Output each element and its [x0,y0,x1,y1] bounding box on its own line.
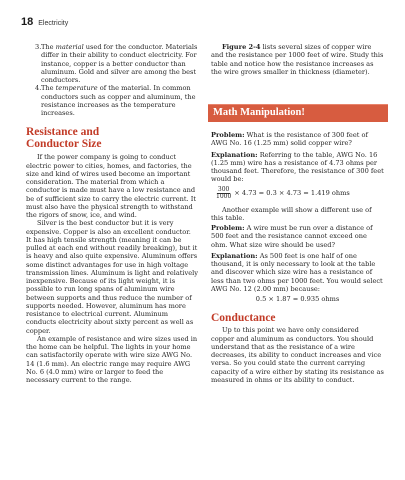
right-column [211,43,384,76]
page-number: 18 [21,16,34,28]
figure-intro-text: lists several sizes of copper wire and the resistance per 1000 feet of wire. Study this table and notice how the resistance increases as the wire grows smaller in thickness (diameter). [211,43,384,76]
factor-list [26,43,198,117]
problem-text: What is the resistance of 300 feet of AWG No. 16 (1.25 mm) solid copper wire? [211,131,368,148]
fraction [216,187,231,201]
body-paragraph: Silver is the best conductor but it is very expensive. Copper is also an excellent conductor. It has high tensile strength (meaning it can be pulled at each end without readily breaking), but it is heavy and also quite expensive. Aluminum offers some distinct advantages for use in high voltage transmission lines. Aluminum is light and relatively inexpensive. Because of its light weight, it is possible to run long spans of aluminum wire between supports and thus reduce the number of supports needed. However, aluminum has more resistance to electrical current. Aluminum conducts electricity about sixty percent as well as copper. [26,219,199,335]
list-text: of the material. In common conductors such as copper and aluminum, the resistance increases as the temperature increases. [41,84,196,117]
problem-label: Problem: [211,131,245,139]
problem-paragraph [211,131,384,148]
explanation-text: As 500 feet is one half of one thousand, it is only necessary to look at the table and discover which size wire has a resistance of less than two ohms per 1000 feet. You would select AWG No. 12 (2.00 mm) because: [211,251,383,293]
heading-line: Resistance and [26,126,100,139]
fraction-numerator: 300 [217,185,230,193]
explanation-paragraph [211,252,384,293]
list-text: The [41,84,56,93]
body-paragraph: If the power company is going to conduct electric power to cities, homes, and factories, the size and kind of wires used become an important consideration. The material from which a conductor is made must have a low resistance and be of sufficient size to carry the electric current. It must also have the physical strength to withstand the rigors of snow, ice, and wind. [26,153,196,219]
list-text: used for the conductor. Materials differ in their ability to conduct electricity. For instance, copper is a better conductor than aluminum. Gold and silver are among the best conductors. [41,43,198,84]
explanation-text: Referring to the table, AWG No. 16 (1.25 mm) wire has a resistance of 4.73 ohms per thousand feet. Therefore, the resistance of 300 feet would be: [211,150,384,184]
running-header [21,16,68,28]
math-manipulation-banner [208,104,388,122]
problem-paragraph [211,224,384,249]
problem-text: A wire must be run over a distance of 500 feet and the resistance cannot exceed one ohm. What size wire should be used? [211,224,373,249]
body-paragraph: An example of resistance and wire sizes used in the home can be helpful. The lights in your home can satisfactorily operate with wire size AWG No. 14 (1.6 mm). An electric range may require AWG No. 6 (4.0 mm) wire or larger to feed the necessary current to the range. [26,334,198,384]
explanation-label: Explanation: [211,150,258,159]
list-item: 3. The material used for the conductor. Materials differ in their ability to conduct electricity. For instance, copper is a better conductor than aluminum. Gold and silver are among the best conductors. [35,43,198,84]
figure-reference: Figure 2-4 [222,43,261,51]
banner-title: Math Manipulation! [213,107,305,118]
section-title: Electricity [38,20,69,27]
equation: 0.5 × 1.87 = 0.935 ohms [255,295,340,303]
section-heading [26,126,198,150]
heading-line: Conductor Size [26,138,102,151]
body-paragraph: Up to this point we have only considered copper and aluminum as conductors. You should understand that as the resistance of a wire decreases, its ability to conduct increases and vice versa. So you could state the current carrying capacity of a wire either by stating its resistance as measured in ohms or its ability to conduct. [211,326,384,384]
problem-label: Problem: [211,224,245,232]
list-term: temperature [55,84,98,93]
left-column [26,43,198,384]
equation-text: × 4.73 = 0.3 × 4.73 = 1.419 ohms [234,189,350,198]
explanation-paragraph [211,151,384,184]
body-paragraph: Another example will show a different use of this table. [211,205,372,222]
fraction-denominator: 1000 [216,193,232,200]
section-heading: Conductance [211,312,276,325]
list-text: The [41,43,56,51]
list-term: material [55,43,84,51]
equation [216,184,384,204]
figure-intro-paragraph [211,43,384,76]
math-box [211,131,384,384]
explanation-label: Explanation: [211,251,258,260]
list-item: 4. The temperature of the material. In common conductors such as copper and aluminum, the resistance increases as the temperature increases. [35,84,196,117]
